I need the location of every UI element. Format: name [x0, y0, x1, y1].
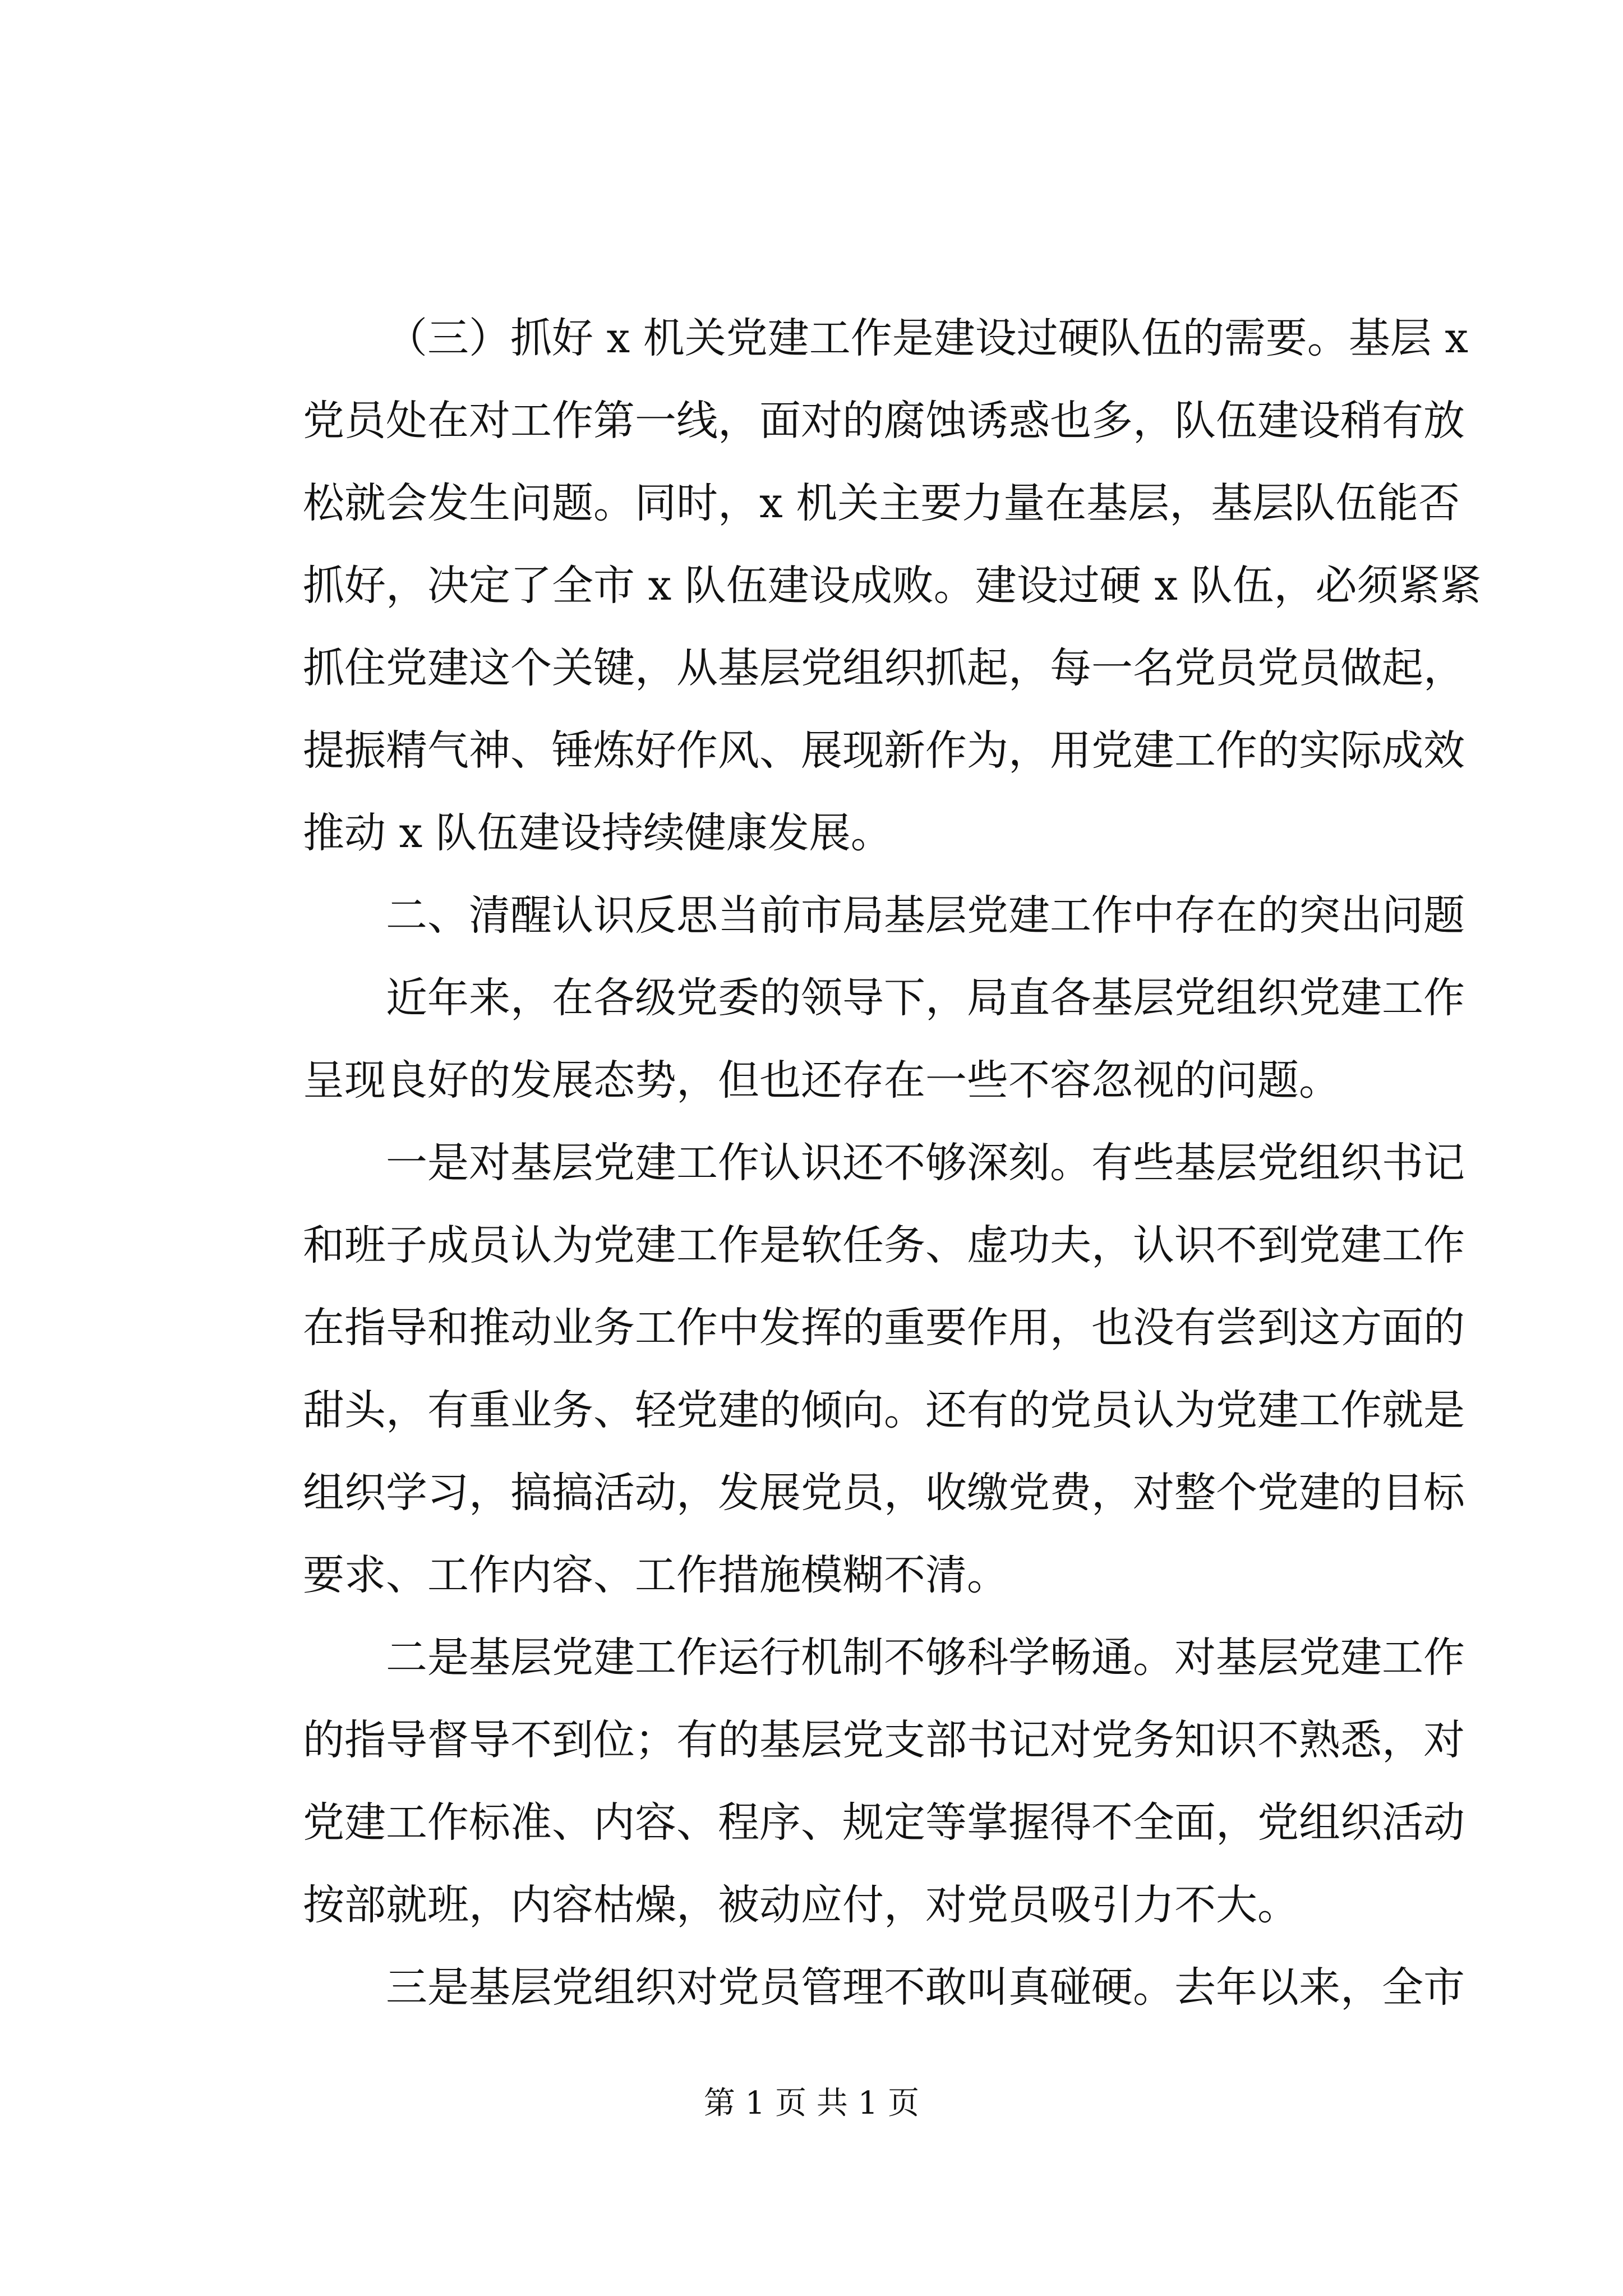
- paragraph-line: 近年来，在各级党委的领导下，局直各基层党组织党建工作: [386, 974, 1465, 1022]
- document-body: [303, 297, 1482, 2029]
- paragraph-line: 党员处在对工作第一线，面对的腐蚀诱惑也多，队伍建设稍有放: [303, 397, 1465, 445]
- paragraph-line: 提振精气神、锤炼好作风、展现新作为，用党建工作的实际成效: [303, 726, 1465, 775]
- paragraph-line: 呈现良好的发展态势，但也还存在一些不容忽视的问题。: [303, 1056, 1340, 1105]
- paragraph-line: 和班子成员认为党建工作是软任务、虚功夫，认识不到党建工作: [303, 1221, 1465, 1269]
- paragraph-line: 党建工作标准、内容、程序、规定等掌握得不全面，党组织活动: [303, 1798, 1465, 1847]
- paragraph-line: 组织学习，搞搞活动，发展党员，收缴党费，对整个党建的目标: [303, 1469, 1465, 1517]
- paragraph-line: 甜头，有重业务、轻党建的倾向。还有的党员认为党建工作就是: [303, 1386, 1465, 1434]
- paragraph-line: 在指导和推动业务工作中发挥的重要作用，也没有尝到这方面的: [303, 1304, 1465, 1352]
- paragraph-line: 的指导督导不到位；有的基层党支部书记对党务知识不熟悉，对: [303, 1716, 1465, 1764]
- paragraph-line: 抓好，决定了全市 x 队伍建设成败。建设过硬 x 队伍，必须紧紧: [303, 562, 1482, 610]
- paragraph-line: 一是对基层党建工作认识还不够深刻。有些基层党组织书记: [386, 1139, 1465, 1187]
- paragraph-line: 二是基层党建工作运行机制不够科学畅通。对基层党建工作: [386, 1634, 1465, 1682]
- paragraph-line: 三是基层党组织对党员管理不敢叫真碰硬。去年以来，全市: [386, 1963, 1465, 2012]
- paragraph-line: 抓住党建这个关键，从基层党组织抓起，每一名党员党员做起，: [303, 644, 1465, 692]
- paragraph-line: 松就会发生问题。同时，x 机关主要力量在基层，基层队伍能否: [303, 479, 1460, 527]
- paragraph-line: 按部就班，内容枯燥，被动应付，对党员吸引力不大。: [303, 1881, 1299, 1929]
- section-heading: 二、清醒认识反思当前市局基层党建工作中存在的突出问题: [386, 891, 1465, 940]
- paragraph-line: 推动 x 队伍建设持续健康发展。: [303, 809, 892, 857]
- paragraph-line: （三）抓好 x 机关党建工作是建设过硬队伍的需要。基层 x: [386, 314, 1469, 362]
- paragraph-line: 要求、工作内容、工作措施模糊不清。: [303, 1551, 1008, 1599]
- page-number-footer: 第 1 页 共 1 页: [703, 2085, 920, 2122]
